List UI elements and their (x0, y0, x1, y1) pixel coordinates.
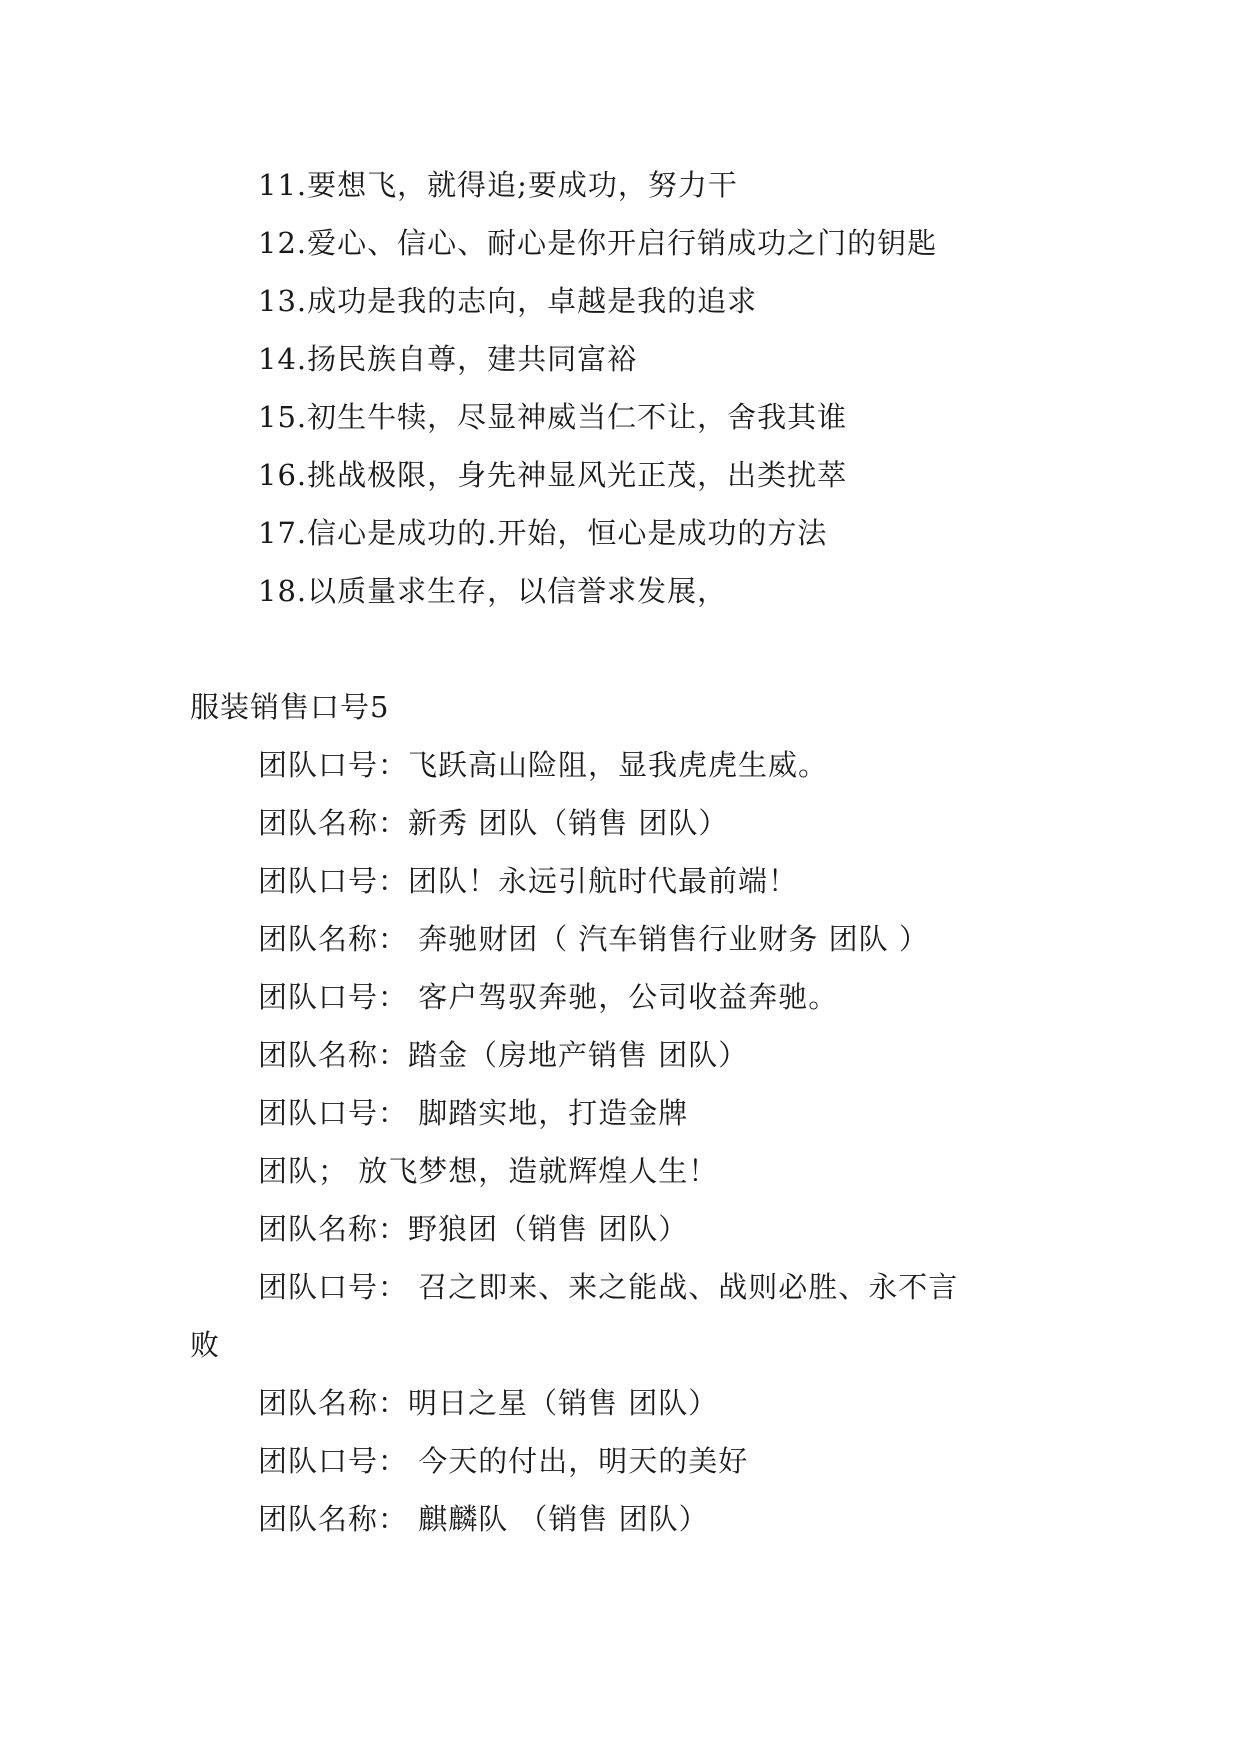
team-line-continuation: 败 (190, 1328, 221, 1362)
team-line: 团队名称：踏金（房地产销售 团队） (258, 1038, 749, 1072)
list-item: 16.挑战极限，身先神显风光正茂，出类扰萃 (258, 458, 848, 492)
team-line: 团队名称： 麒麟队 （销售 团队） (258, 1502, 709, 1536)
list-item: 13.成功是我的志向，卓越是我的追求 (258, 284, 758, 318)
team-line: 团队名称：新秀 团队（销售 团队） (258, 806, 729, 840)
team-line: 团队口号： 客户驾驭奔驰，公司收益奔驰。 (258, 980, 839, 1014)
list-item: 17.信心是成功的.开始，恒心是成功的方法 (258, 516, 828, 550)
team-line: 团队口号：团队！永远引航时代最前端！ (258, 864, 799, 898)
team-line: 团队名称： 奔驰财团（ 汽车销售行业财务 团队 ） (258, 922, 929, 956)
team-line: 团队口号：飞跃高山险阻，显我虎虎生威。 (258, 748, 829, 782)
team-line: 团队口号： 今天的付出，明天的美好 (258, 1444, 749, 1478)
team-line: 团队； 放飞梦想，造就辉煌人生！ (258, 1154, 719, 1188)
team-line: 团队名称：明日之星（销售 团队） (258, 1386, 719, 1420)
list-item: 12.爱心、信心、耐心是你开启行销成功之门的钥匙 (258, 226, 938, 260)
team-line: 团队口号： 脚踏实地，打造金牌 (258, 1096, 689, 1130)
team-line: 团队口号： 召之即来、来之能战、战则必胜、永不言 (258, 1270, 959, 1304)
team-line: 团队名称：野狼团（销售 团队） (258, 1212, 689, 1246)
section-heading: 服装销售口号5 (190, 690, 390, 724)
list-item: 18.以质量求生存，以信誉求发展， (258, 574, 728, 608)
list-item: 11.要想飞，就得追;要成功，努力干 (258, 168, 738, 202)
list-item: 14.扬民族自尊，建共同富裕 (258, 342, 638, 376)
list-item: 15.初生牛犊，尽显神威当仁不让，舍我其谁 (258, 400, 848, 434)
